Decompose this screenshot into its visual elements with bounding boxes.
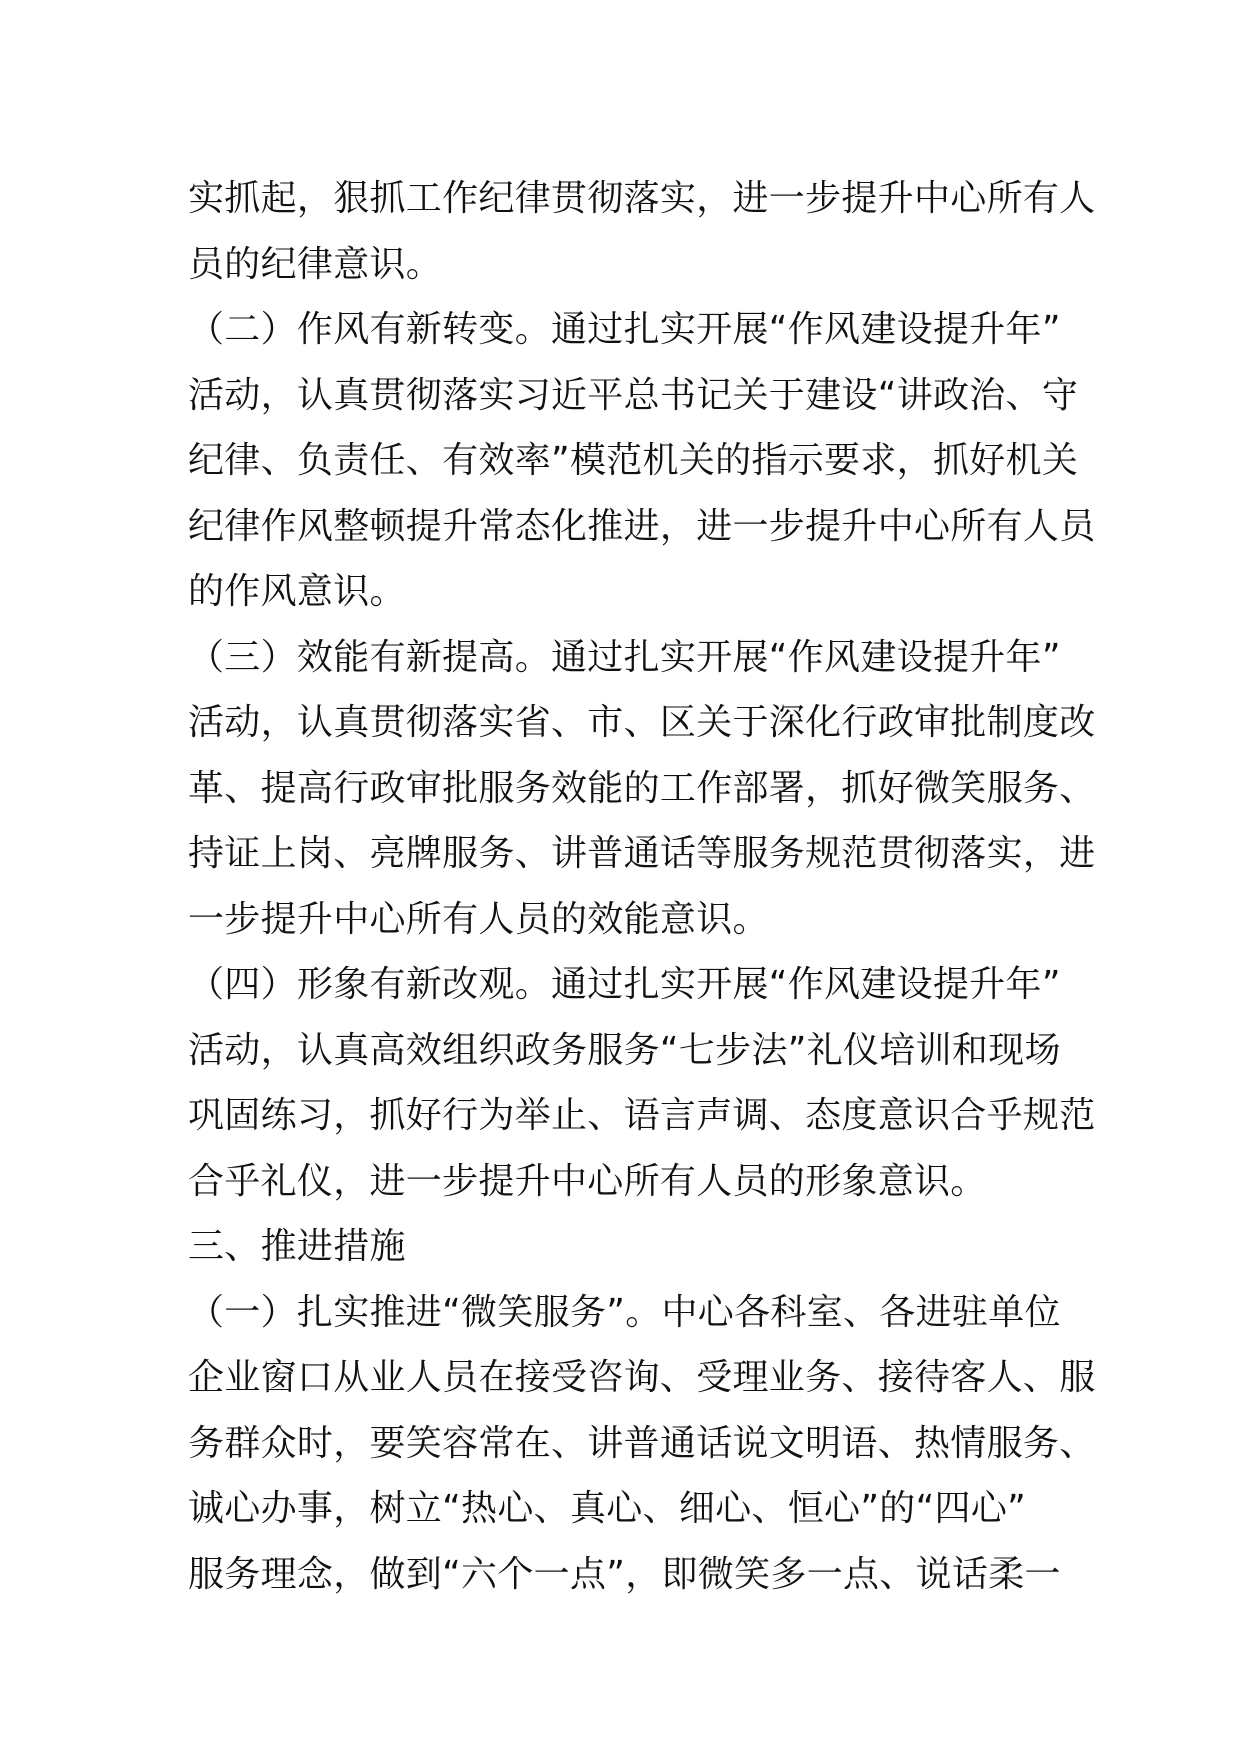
text-line-10: 革、提高行政审批服务效能的工作部署，抓好微笑服务、 [188, 767, 1096, 809]
text-line-2: 员的纪律意识。 [188, 243, 443, 285]
text-line-7: 的作风意识。 [188, 571, 406, 612]
text-line-9: 活动，认真贯彻落实省、市、区关于深化行政审批制度改 [188, 702, 1096, 743]
text-line-14: 活动，认真高效组织政务服务“七步法”礼仪培训和现场 [188, 1029, 1061, 1071]
paragraph-heading-3: （三）效能有新提高。通过扎实开展“作风建设提升年” [188, 636, 1061, 678]
text-line-20: 务群众时，要笑容常在、讲普通话说文明语、热情服务、 [188, 1422, 1096, 1464]
text-line-5: 纪律、负责任、有效率”模范机关的指示要求，抓好机关 [188, 440, 1079, 481]
text-line-21: 诚心办事，树立“热心、真心、细心、恒心”的“四心” [188, 1488, 1027, 1529]
text-line-16: 合乎礼仪，进一步提升中心所有人员的形象意识。 [188, 1160, 987, 1202]
text-line-11: 持证上岗、亮牌服务、讲普通话等服务规范贯彻落实，进 [188, 833, 1096, 874]
text-line-19: 企业窗口从业人员在接受咨询、受理业务、接待客人、服 [188, 1357, 1096, 1398]
body-text [188, 166, 1096, 1607]
section-heading-3: 三、推进措施 [188, 1226, 406, 1267]
paragraph-heading-2: （二）作风有新转变。通过扎实开展“作风建设提升年” [188, 309, 1061, 350]
text-line-12: 一步提升中心所有人员的效能意识。 [188, 898, 769, 940]
paragraph-heading-1: （一）扎实推进“微笑服务”。中心各科室、各进驻单位 [188, 1291, 1061, 1333]
text-line-4: 活动，认真贯彻落实习近平总书记关于建设“讲政治、守 [188, 374, 1079, 416]
text-line-6: 纪律作风整顿提升常态化推进，进一步提升中心所有人员 [188, 505, 1096, 547]
text-line-1: 实抓起，狠抓工作纪律贯彻落实，进一步提升中心所有人 [188, 178, 1096, 219]
text-line-15: 巩固练习，抓好行为举止、语言声调、态度意识合乎规范 [188, 1095, 1096, 1136]
text-line-22: 服务理念，做到“六个一点”，即微笑多一点、说话柔一 [188, 1553, 1061, 1595]
paragraph-heading-4: （四）形象有新改观。通过扎实开展“作风建设提升年” [188, 964, 1061, 1005]
